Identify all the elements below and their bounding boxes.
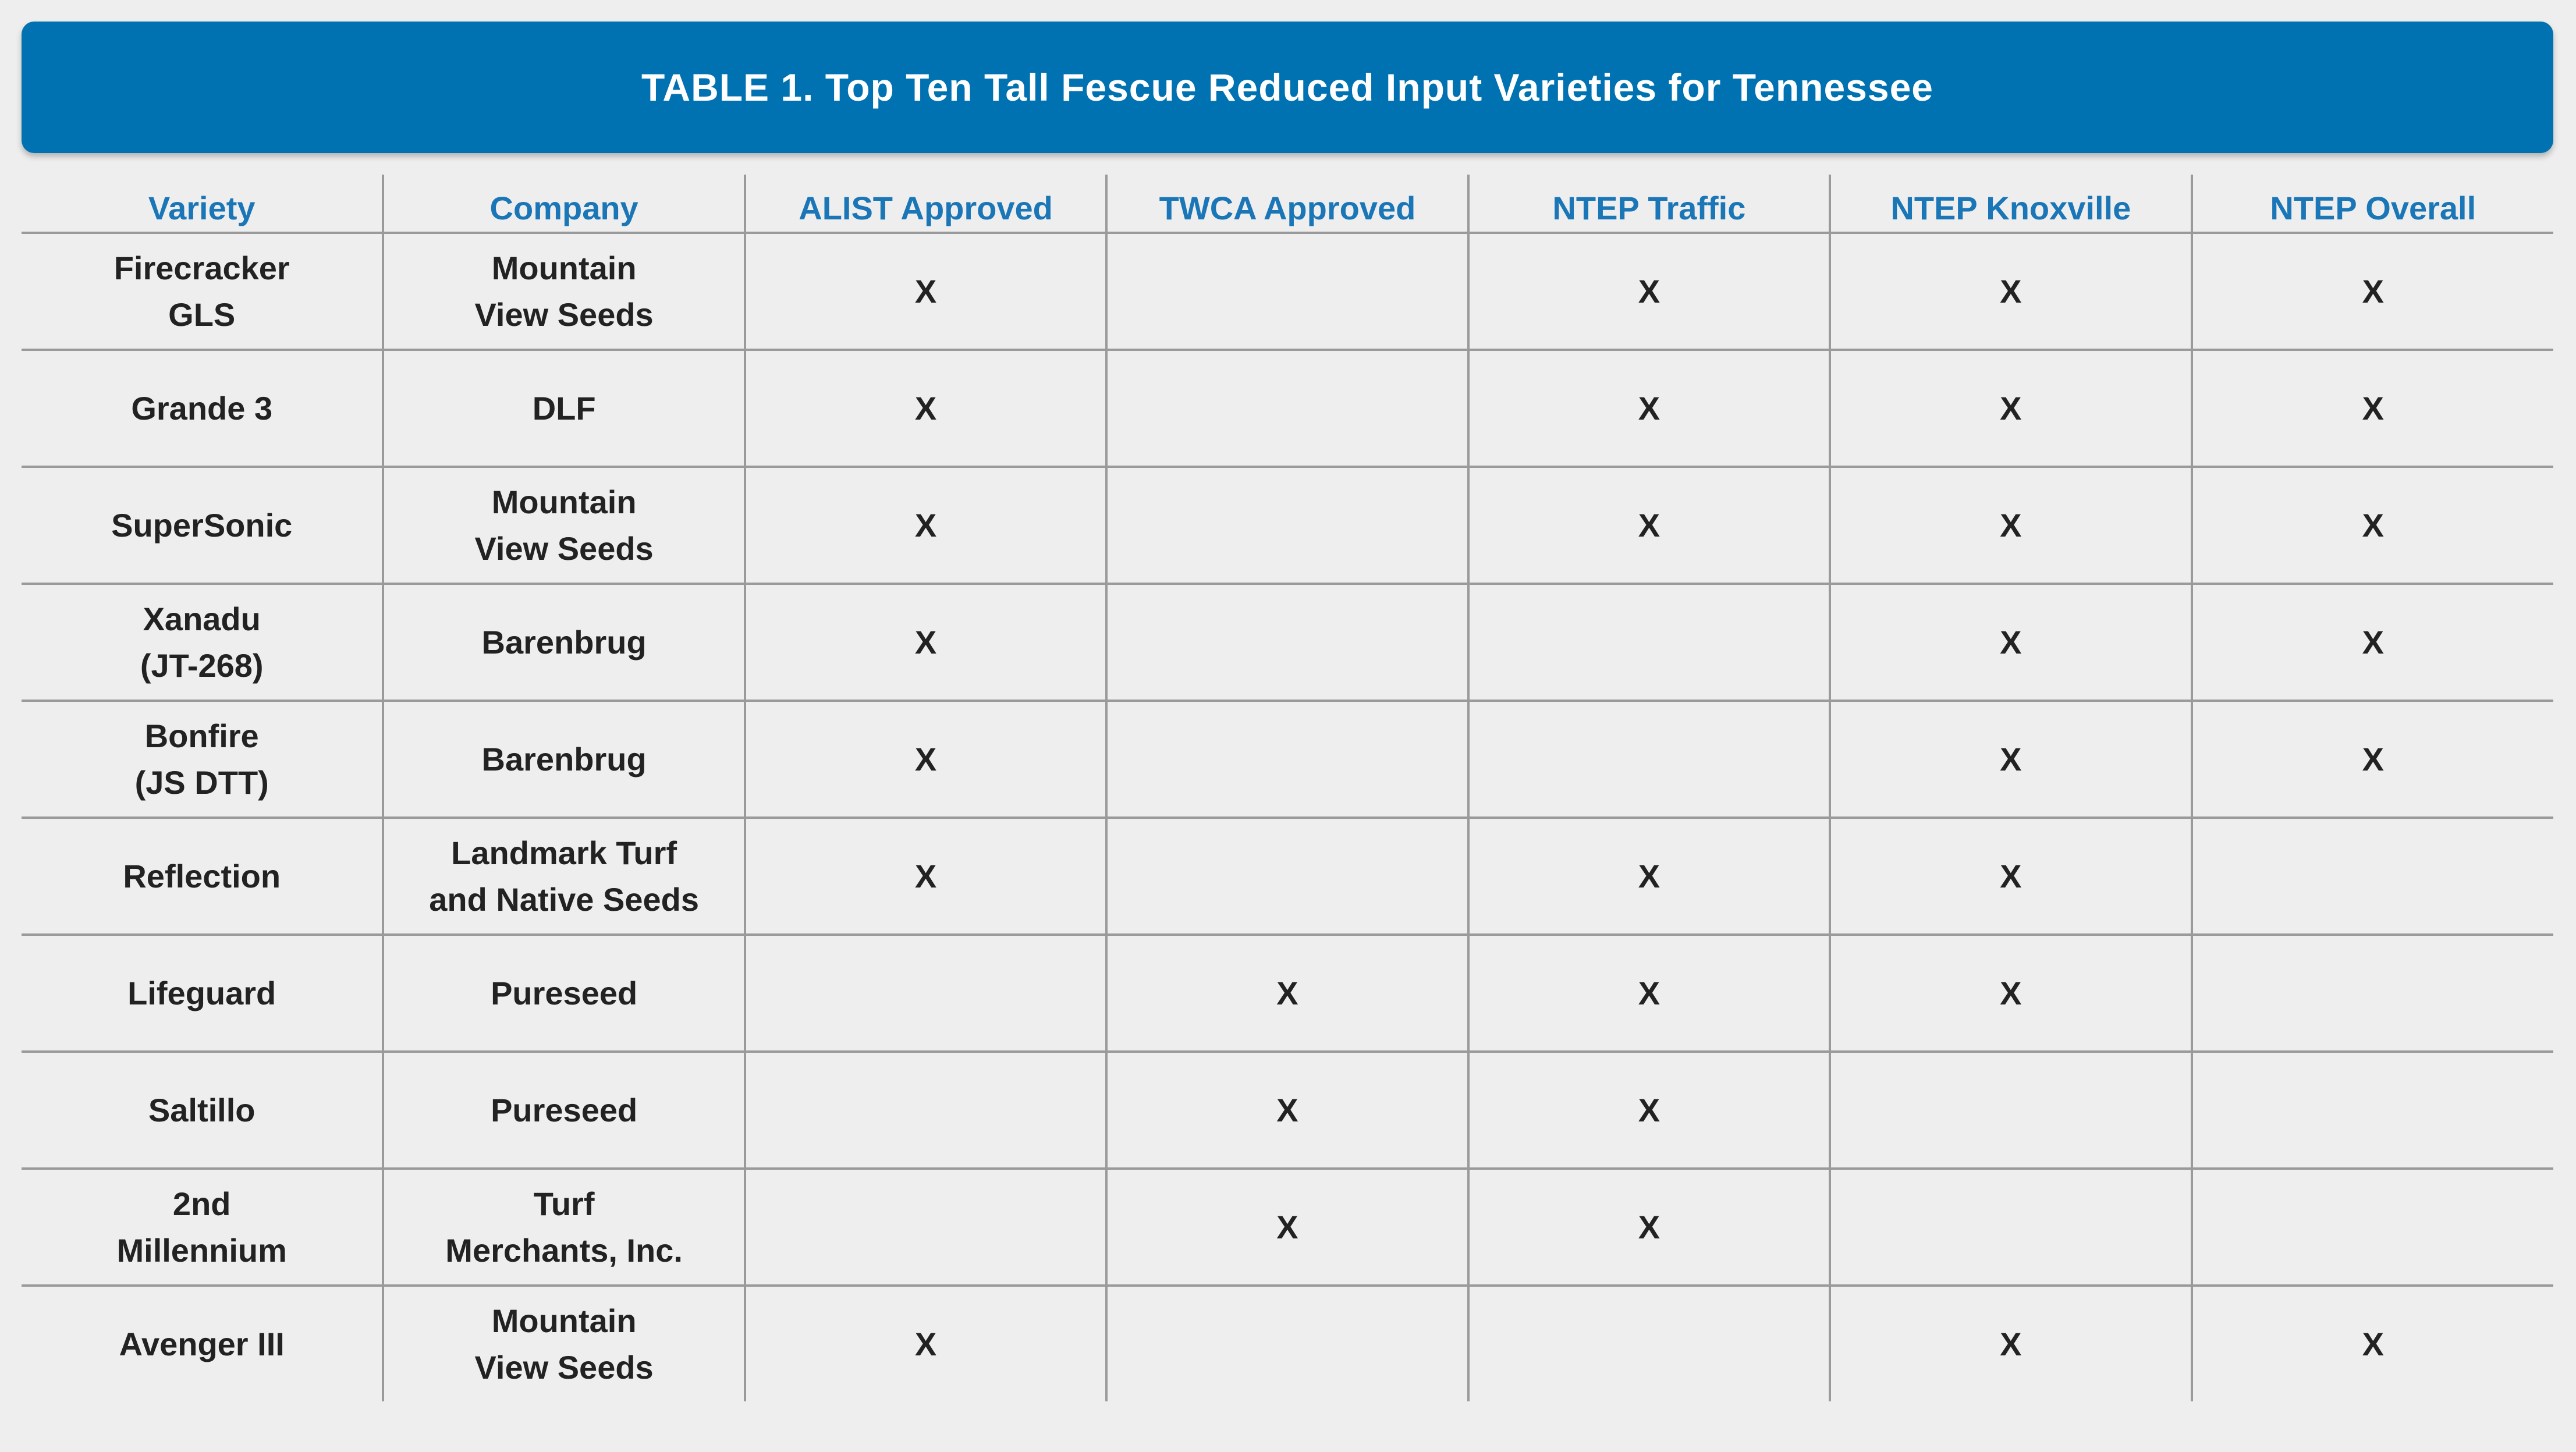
criteria-cell [745,935,1106,1052]
check-mark: X [2000,506,2022,544]
header-row [22,175,2553,233]
criteria-cell [1468,701,1830,818]
criteria-cell [1468,467,1830,584]
column-header: TWCA Approved [1106,175,1468,233]
table-row [22,818,2553,935]
criteria-cell [1106,467,1468,584]
variety-name-line: 2nd [172,1185,231,1222]
criteria-cell [1468,1169,1830,1286]
variety-cell [22,935,383,1052]
criteria-cell [1468,818,1830,935]
company-cell [383,935,744,1052]
criteria-cell [2192,701,2553,818]
criteria-cell [1106,935,1468,1052]
variety-name-line: Grande 3 [131,389,273,427]
check-mark: X [914,740,937,778]
criteria-cell [2192,233,2553,350]
check-mark: X [2362,272,2384,310]
table-row [22,1052,2553,1169]
check-mark: X [2000,1325,2022,1362]
variety-cell [22,1052,383,1169]
table-body [22,233,2553,1401]
column-header: NTEP Traffic [1468,175,1830,233]
table-title: TABLE 1. Top Ten Tall Fescue Reduced Input Varieties for Tennessee [641,66,1934,109]
company-cell [383,701,744,818]
criteria-cell [745,350,1106,467]
criteria-cell [2192,584,2553,701]
check-mark: X [2362,740,2384,778]
check-mark: X [2000,857,2022,894]
check-mark: X [2362,1325,2384,1362]
check-mark: X [914,506,937,544]
check-mark: X [1638,506,1660,544]
table-row [22,935,2553,1052]
check-mark: X [1638,1208,1660,1245]
variety-name-line: Reflection [123,857,281,894]
company-name-line: View Seeds [474,1348,654,1386]
company-name-line: Pureseed [491,974,638,1011]
criteria-cell [2192,935,2553,1052]
variety-cell [22,818,383,935]
criteria-cell [2192,818,2553,935]
company-name-line: Barenbrug [481,740,647,778]
criteria-cell [745,701,1106,818]
criteria-cell [1106,701,1468,818]
criteria-cell [1830,1052,2191,1169]
criteria-cell [2192,350,2553,467]
criteria-cell [1830,818,2191,935]
check-mark: X [1638,857,1660,894]
company-name-line: Mountain [491,1302,637,1339]
check-mark: X [2362,623,2384,661]
criteria-cell [1830,1286,2191,1401]
criteria-cell [1830,233,2191,350]
check-mark: X [2362,389,2384,427]
criteria-cell [1468,584,1830,701]
criteria-cell [1830,1169,2191,1286]
criteria-cell [1106,1286,1468,1401]
company-name-line: View Seeds [474,530,654,567]
company-name-line: DLF [532,389,596,427]
company-name-line: Landmark Turf [451,834,677,871]
column-header: Company [383,175,744,233]
criteria-cell [2192,1286,2553,1401]
variety-name-line: Avenger III [119,1325,285,1362]
criteria-cell [2192,1169,2553,1286]
company-cell [383,467,744,584]
criteria-cell [1468,233,1830,350]
check-mark: X [2000,740,2022,778]
check-mark: X [2000,272,2022,310]
variety-name-line: SuperSonic [111,506,293,544]
criteria-cell [745,1169,1106,1286]
variety-name-line: Bonfire [144,717,259,754]
column-header: NTEP Knoxville [1830,175,2191,233]
check-mark: X [914,272,937,310]
table-row [22,1286,2553,1401]
check-mark: X [914,389,937,427]
table-row [22,701,2553,818]
variety-cell [22,1169,383,1286]
criteria-cell [1830,350,2191,467]
variety-cell [22,467,383,584]
criteria-cell [1106,818,1468,935]
criteria-cell [745,818,1106,935]
variety-name-line: Millennium [116,1231,287,1269]
company-cell [383,1286,744,1401]
variety-cell [22,701,383,818]
variety-name-line: (JS DTT) [134,764,269,801]
table-row [22,350,2553,467]
check-mark: X [1638,1091,1660,1128]
variety-name-line: Xanadu [143,600,261,637]
criteria-cell [1106,1052,1468,1169]
criteria-cell [1106,1169,1468,1286]
criteria-cell [745,467,1106,584]
criteria-cell [745,233,1106,350]
criteria-cell [2192,467,2553,584]
check-mark: X [1276,1208,1298,1245]
variety-name-line: (JT-268) [140,647,264,684]
check-mark: X [914,857,937,894]
variety-cell [22,233,383,350]
variety-name-line: GLS [168,296,236,333]
table-title-bar [22,22,2553,153]
variety-cell [22,350,383,467]
criteria-cell [1468,350,1830,467]
company-name-line: Merchants, Inc. [445,1231,683,1269]
criteria-cell [745,1052,1106,1169]
variety-cell [22,584,383,701]
table-row [22,233,2553,350]
table-row [22,1169,2553,1286]
check-mark: X [1638,272,1660,310]
variety-name-line: Lifeguard [127,974,276,1011]
criteria-cell [1468,1286,1830,1401]
criteria-cell [1468,935,1830,1052]
check-mark: X [914,623,937,661]
company-cell [383,233,744,350]
check-mark: X [2362,506,2384,544]
criteria-cell [745,1286,1106,1401]
company-name-line: Pureseed [491,1091,638,1128]
company-name-line: View Seeds [474,296,654,333]
table-row [22,467,2553,584]
check-mark: X [1276,1091,1298,1128]
company-name-line: Mountain [491,249,637,286]
company-cell [383,584,744,701]
company-cell [383,1052,744,1169]
criteria-cell [1830,701,2191,818]
table-row [22,584,2553,701]
company-name-line: and Native Seeds [429,881,699,918]
criteria-cell [745,584,1106,701]
check-mark: X [2000,623,2022,661]
criteria-cell [1468,1052,1830,1169]
criteria-cell [1106,584,1468,701]
criteria-cell [1830,584,2191,701]
variety-name-line: Firecracker [113,249,290,286]
variety-cell [22,1286,383,1401]
company-name-line: Barenbrug [481,623,647,661]
company-cell [383,350,744,467]
check-mark: X [1638,974,1660,1011]
check-mark: X [1638,389,1660,427]
company-cell [383,1169,744,1286]
company-cell [383,818,744,935]
criteria-cell [1830,467,2191,584]
check-mark: X [2000,974,2022,1011]
column-header: ALIST Approved [745,175,1106,233]
company-name-line: Mountain [491,483,637,520]
company-name-line: Turf [533,1185,595,1222]
criteria-cell [2192,1052,2553,1169]
criteria-cell [1106,233,1468,350]
column-header: NTEP Overall [2192,175,2553,233]
criteria-cell [1830,935,2191,1052]
check-mark: X [2000,389,2022,427]
check-mark: X [1276,974,1298,1011]
check-mark: X [914,1325,937,1362]
column-header: Variety [22,175,383,233]
variety-name-line: Saltillo [148,1091,256,1128]
criteria-cell [1106,350,1468,467]
varieties-table [22,175,2553,1401]
